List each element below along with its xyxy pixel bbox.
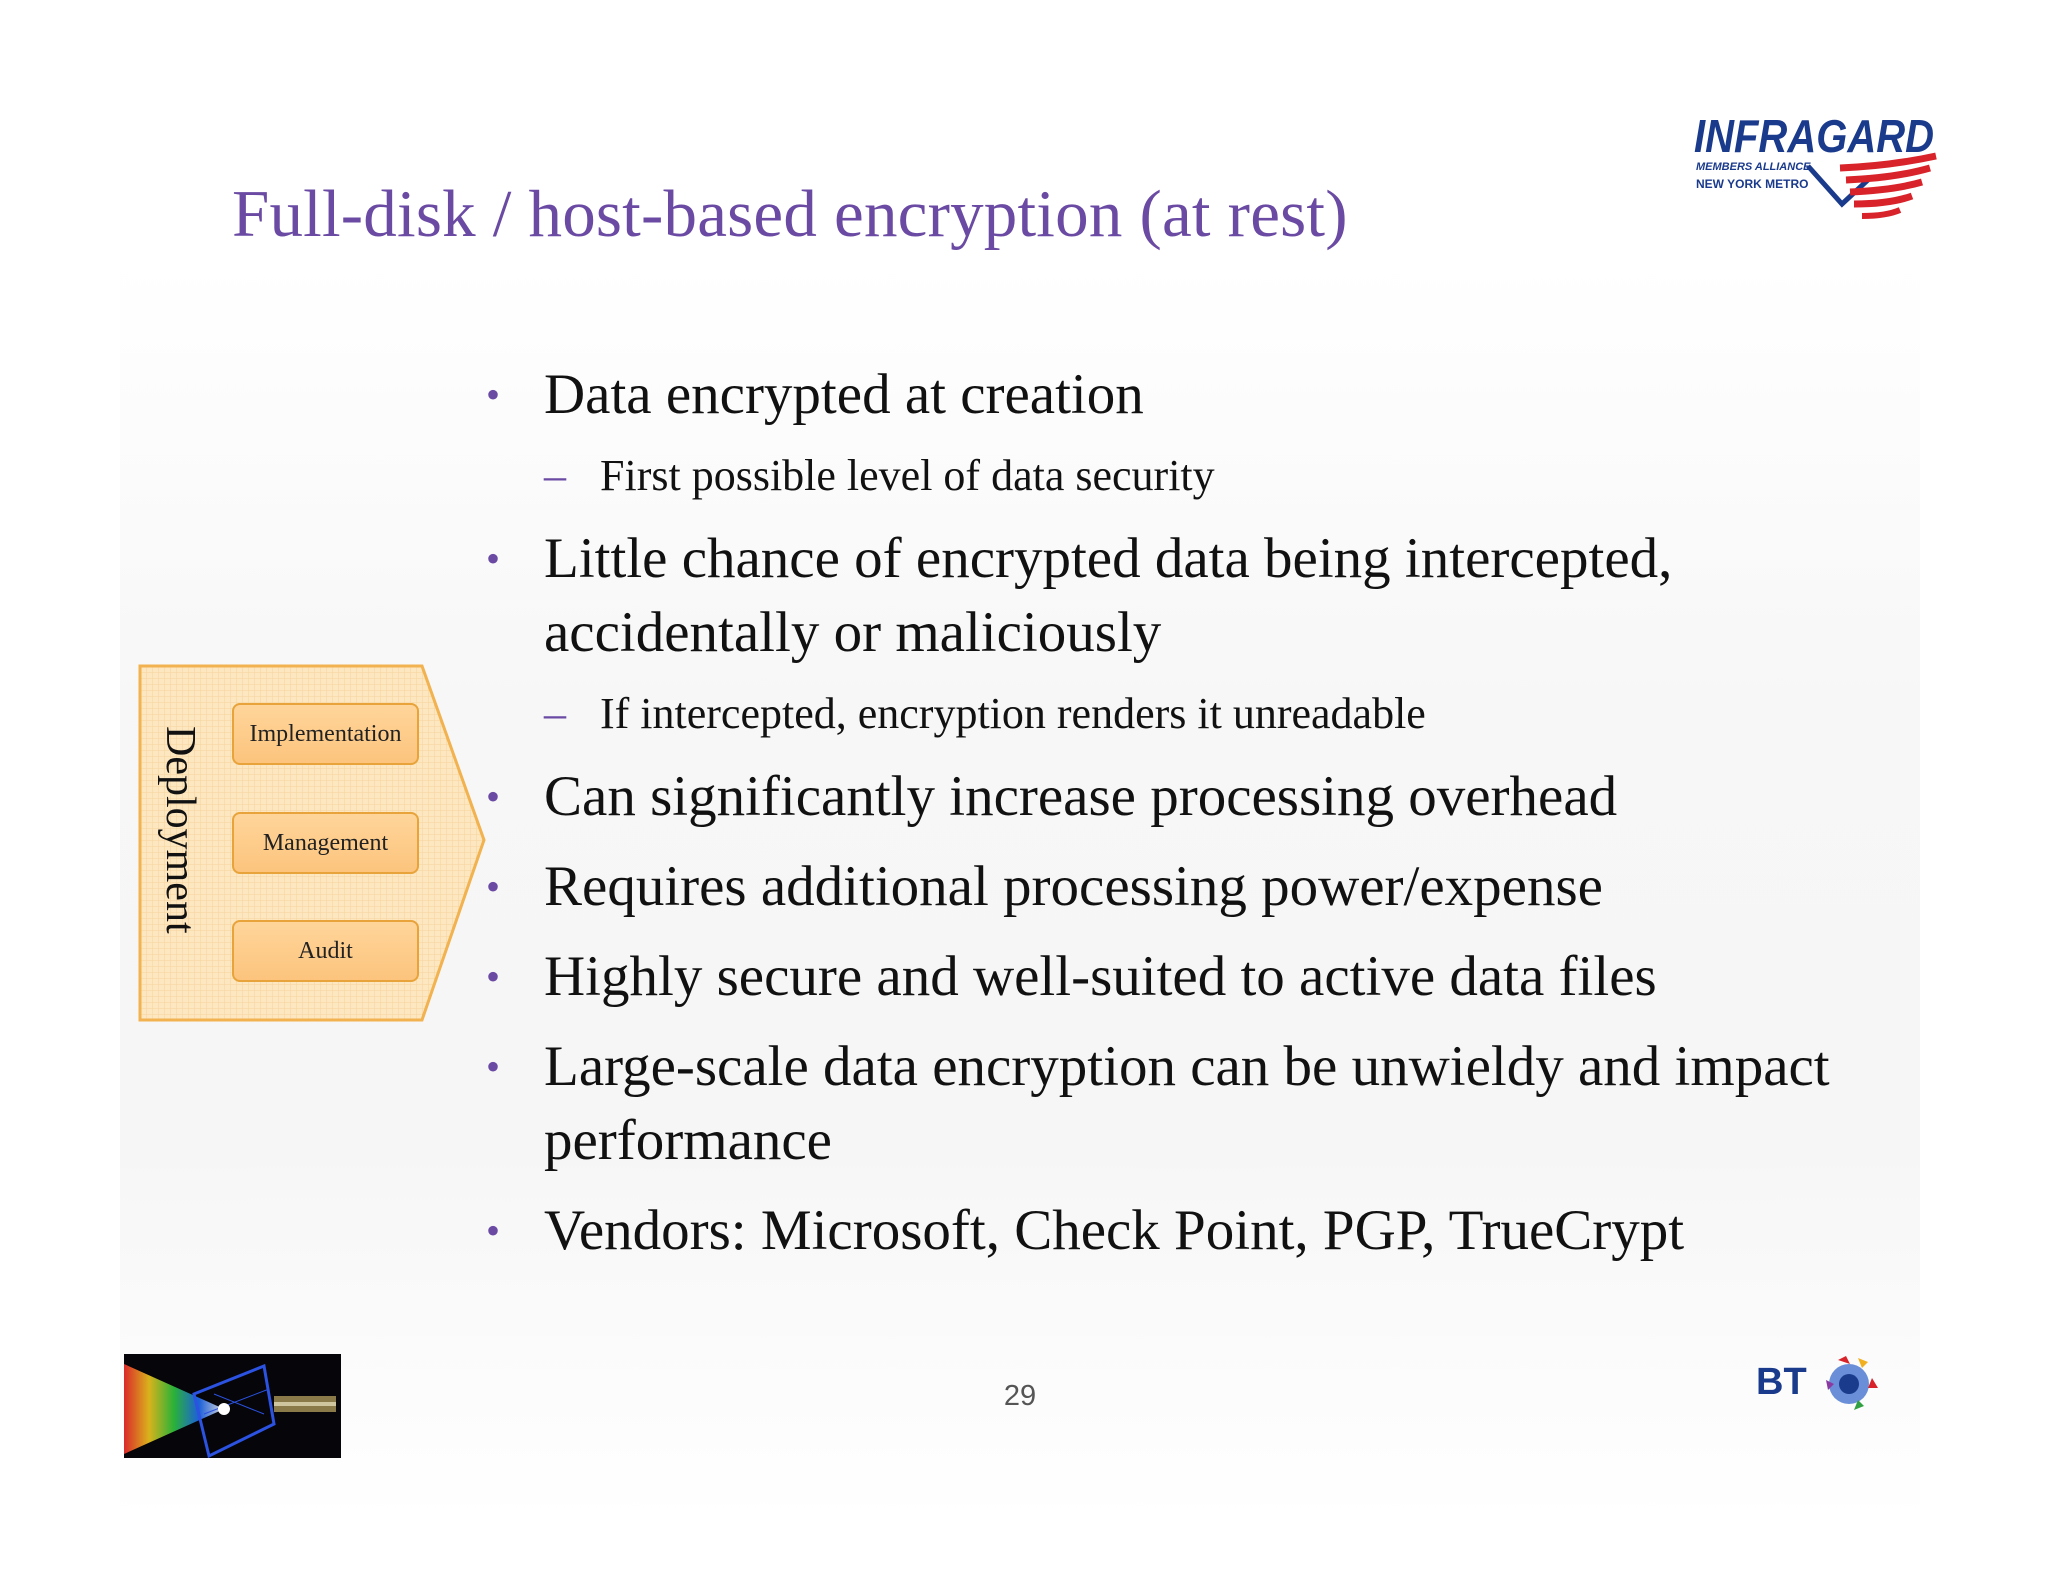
bullet-text: Large-scale data encryption can be unwieldy and impact performance [544, 1035, 1830, 1172]
deployment-step-implementation: Implementation [232, 703, 419, 765]
bullet-text: Can significantly increase processing overhead [544, 765, 1618, 828]
page-number: 29 [1003, 1380, 1037, 1412]
bullet-item [486, 1194, 1924, 1268]
bullet-text: Little chance of encrypted data being intercepted, accidentally or maliciously [544, 527, 1673, 664]
dash-icon: – [544, 451, 566, 500]
sub-bullet-item [544, 686, 1426, 742]
deployment-step-audit: Audit [232, 920, 419, 982]
sub-bullet-text: If intercepted, encryption renders it unreadable [600, 689, 1426, 738]
bullet-text: Requires additional processing power/expense [544, 855, 1603, 918]
bullet-item [486, 1030, 1924, 1178]
bullet-icon: • [486, 954, 501, 999]
svg-text:NEW YORK METRO: NEW YORK METRO [1696, 177, 1809, 191]
infragard-logo [1690, 108, 1940, 226]
slide-title: Full-disk / host-based encryption (at rest) [232, 177, 1348, 251]
sub-bullet-text: First possible level of data security [600, 451, 1215, 500]
bullet-icon: • [486, 774, 501, 819]
bullet-icon: • [486, 1044, 501, 1089]
bullet-icon: • [486, 372, 501, 417]
sub-bullet-item [544, 448, 1215, 504]
dash-icon: – [544, 689, 566, 738]
bt-logo [1754, 1348, 1886, 1418]
bullet-icon: • [486, 1208, 501, 1253]
svg-text:BT: BT [1756, 1361, 1807, 1403]
bullet-item [486, 760, 1924, 834]
svg-text:INFRAGARD: INFRAGARD [1694, 110, 1934, 162]
bullet-item [486, 940, 1924, 1014]
bullet-item [486, 522, 1924, 670]
bullet-icon: • [486, 864, 501, 909]
prism-light-image [124, 1354, 341, 1458]
bullet-text: Highly secure and well-suited to active data files [544, 945, 1657, 1008]
bullet-icon: • [486, 536, 501, 581]
bullet-text: Data encrypted at creation [544, 363, 1144, 426]
bullet-item [486, 358, 1924, 432]
bullet-text: Vendors: Microsoft, Check Point, PGP, TrueCrypt [544, 1199, 1685, 1262]
bullet-item [486, 850, 1924, 924]
deployment-step-management: Management [232, 812, 419, 874]
svg-text:MEMBERS ALLIANCE: MEMBERS ALLIANCE [1696, 161, 1811, 173]
deployment-label: Deployment [157, 726, 203, 934]
